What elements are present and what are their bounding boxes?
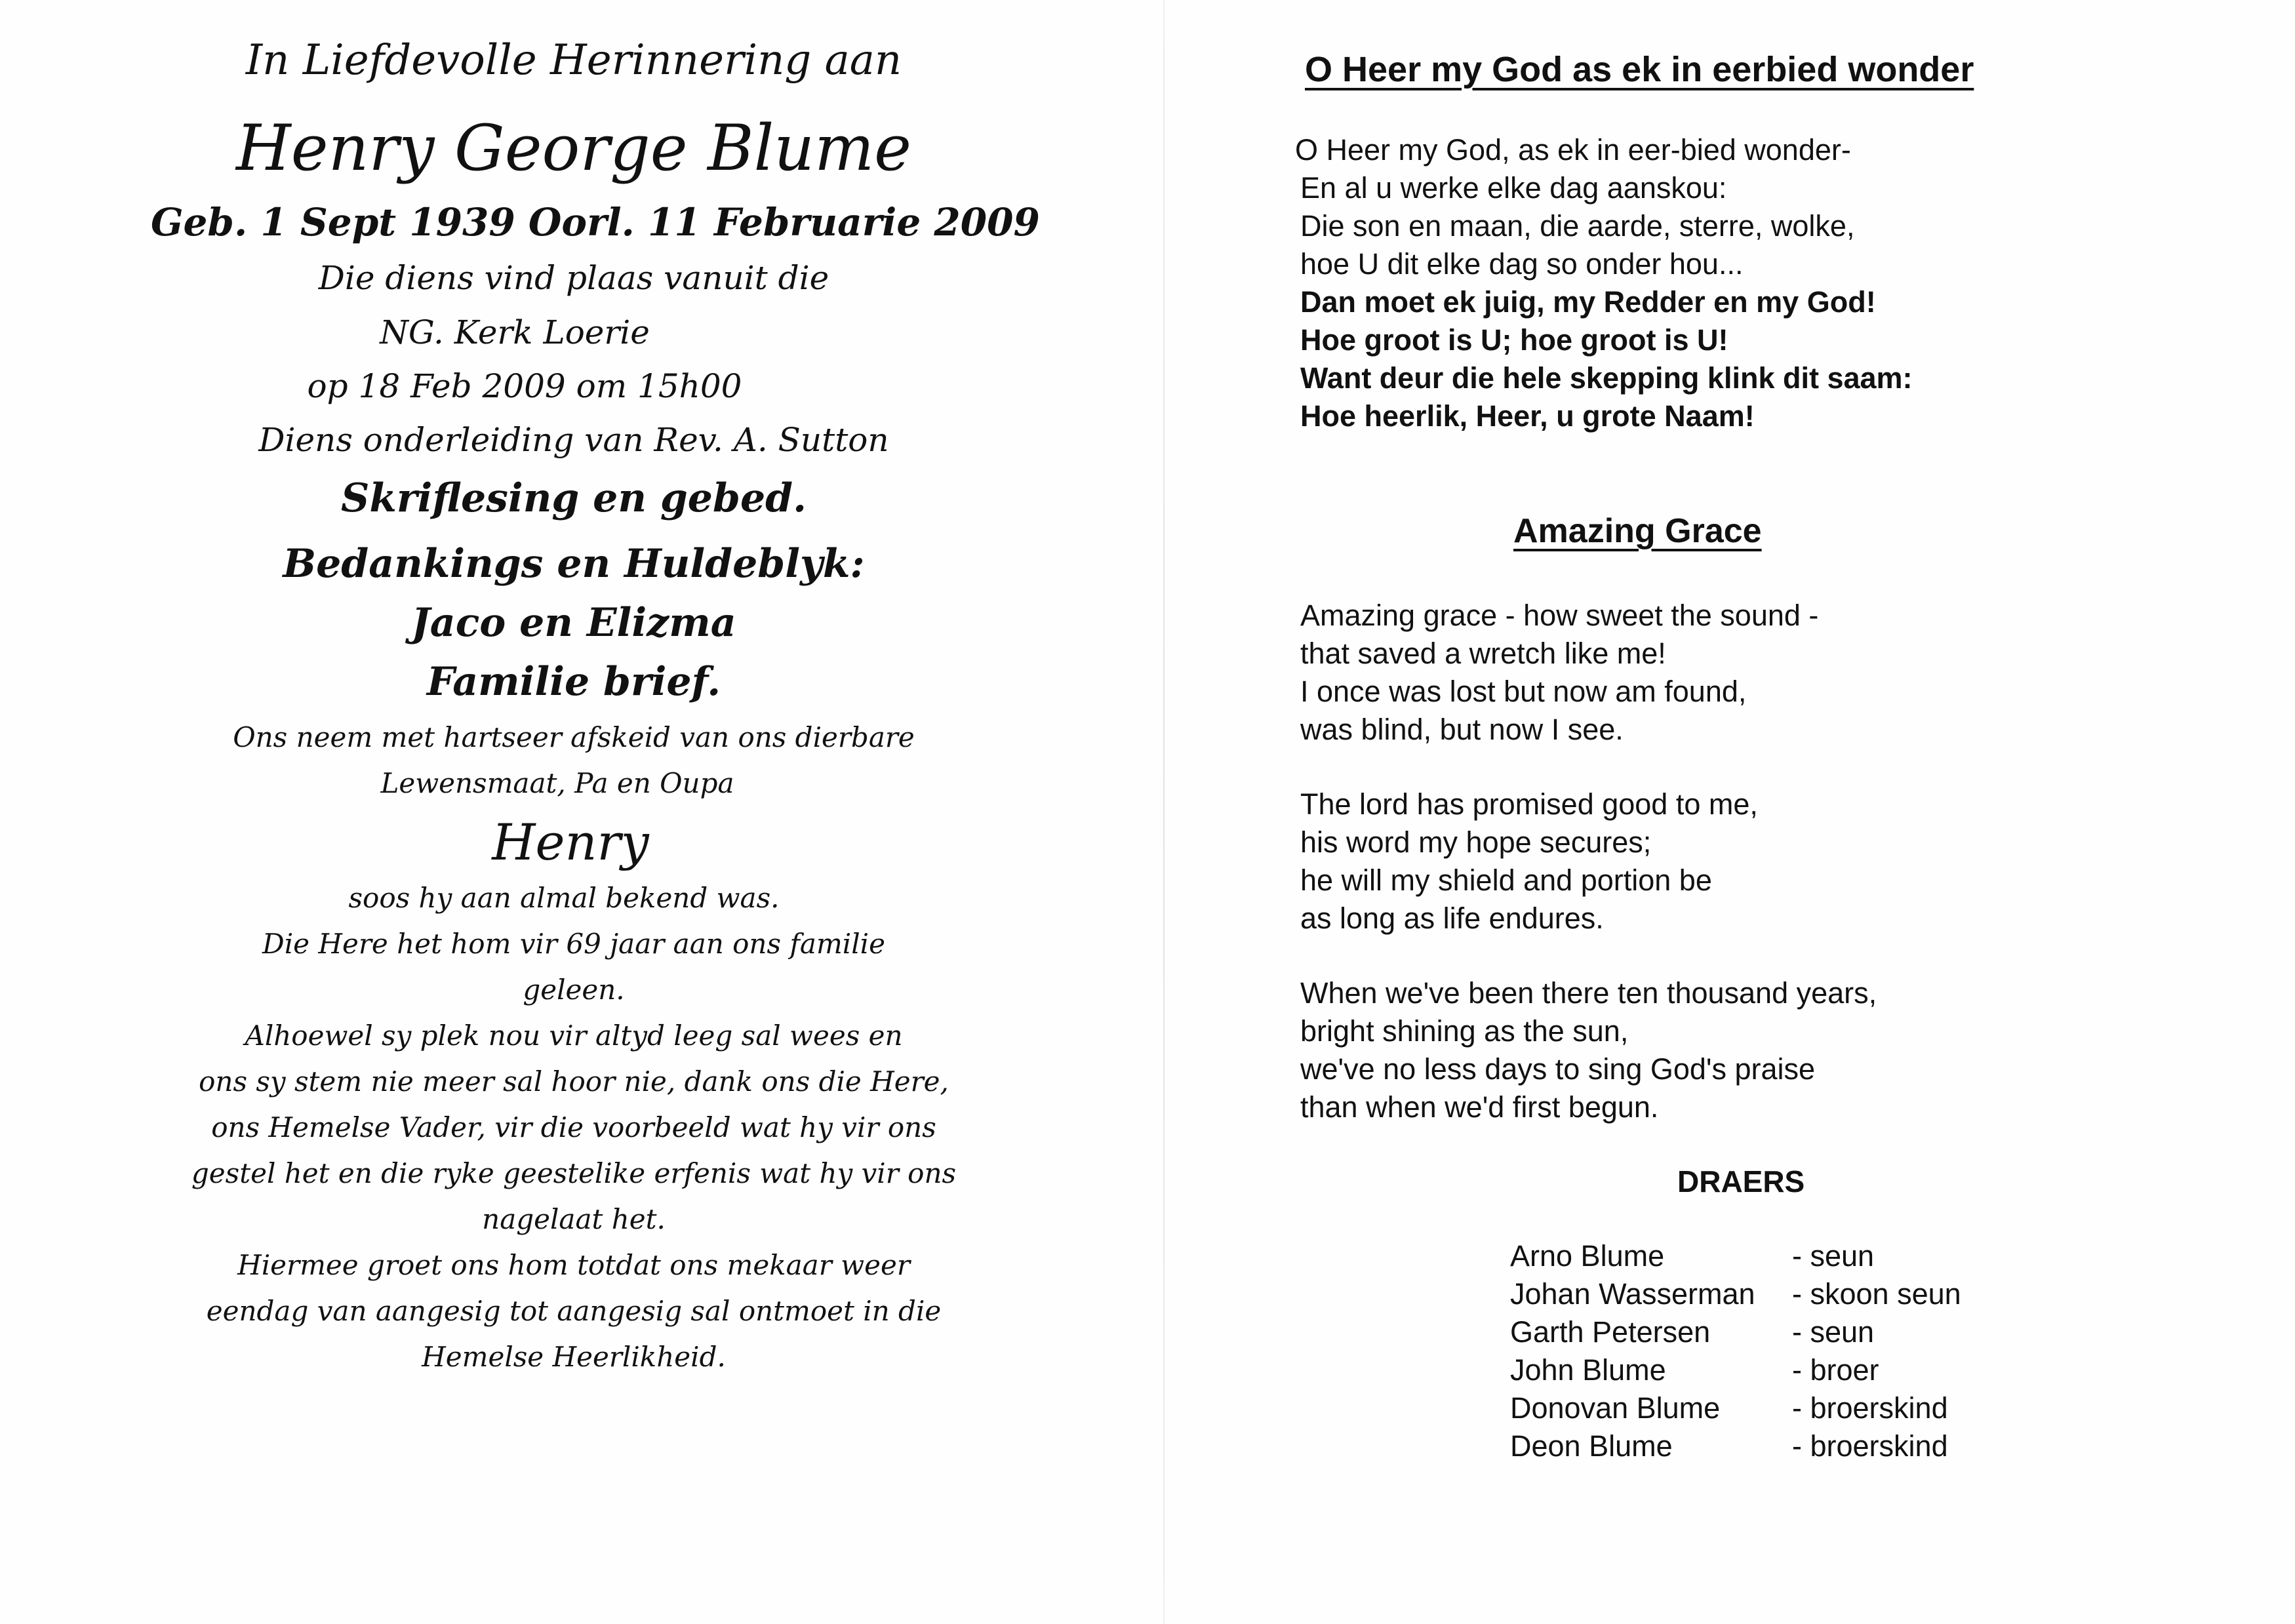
hymn2-line: When we've been there ten thousand years, [1300, 976, 1877, 1010]
page-fold-divider [1163, 0, 1165, 1624]
letter-line: gestel het en die ryke geestelike erfenis wat hy vir ons [191, 1157, 957, 1189]
hymn1-line: hoe U dit elke dag so onder hou... [1300, 247, 1744, 281]
hymn2-line: Amazing grace - how sweet the sound - [1300, 599, 1819, 632]
hymn2-line: as long as life endures. [1300, 901, 1604, 935]
hymn2-line: was blind, but now I see. [1300, 713, 1624, 746]
bearer-name: Garth Petersen [1510, 1315, 1711, 1349]
letter-line: Lewensmaat, Pa en Oupa [380, 767, 734, 799]
hymn2-line: that saved a wretch like me! [1300, 637, 1666, 670]
program-family-letter: Familie brief. [426, 659, 721, 705]
letter-line: geleen. [523, 974, 625, 1006]
hymn2-line: his word my hope secures; [1300, 825, 1652, 859]
hymn1-chorus-line: Hoe heerlik, Heer, u grote Naam! [1300, 399, 1755, 433]
service-church: NG. Kerk Loerie [380, 313, 650, 351]
bearer-name: Arno Blume [1510, 1239, 1665, 1273]
service-minister: Diens onderleiding van Rev. A. Sutton [258, 421, 889, 459]
bearer-relation: - broer [1792, 1353, 1879, 1387]
hymn2-line: I once was lost but now am found, [1300, 675, 1747, 708]
bearer-name: Donovan Blume [1510, 1391, 1721, 1425]
bearers-list [1510, 1239, 2035, 1475]
bearer-name: Johan Wasserman [1510, 1277, 1755, 1311]
letter-line: Ons neem met hartseer afskeid van ons dierbare [233, 721, 915, 753]
letter-line: soos hy aan almal bekend was. [348, 882, 780, 914]
letter-name-henry: Henry [492, 813, 649, 871]
hymn1-line: O Heer my God, as ek in eer-bied wonder- [1295, 133, 1851, 167]
hymn2-line: he will my shield and portion be [1300, 863, 1712, 897]
letter-line: Alhoewel sy plek nou vir altyd leeg sal wees en [245, 1020, 903, 1052]
letter-line: ons Hemelse Vader, vir die voorbeeld wat hy vir ons [211, 1111, 936, 1143]
program-tributes: Bedankings en Huldeblyk: [283, 541, 865, 587]
hymn2-line: The lord has promised good to me, [1300, 787, 1758, 821]
hymn1-title: O Heer my God as ek in eerbied wonder [1305, 50, 1974, 89]
letter-line: eendag van aangesig tot aangesig sal ontmoet in die [206, 1295, 942, 1327]
letter-line: nagelaat het. [482, 1203, 666, 1235]
hymn2-line: bright shining as the sun, [1300, 1014, 1629, 1048]
service-line-1: Die diens vind plaas vanuit die [318, 259, 829, 297]
life-dates: Geb. 1 Sept 1939 Oorl. 11 Februarie 2009 [151, 200, 1040, 245]
bearer-relation: - broerskind [1792, 1429, 1948, 1463]
bearers-title: DRAERS [1677, 1164, 1805, 1198]
letter-line: Hemelse Heerlikheid. [422, 1341, 726, 1373]
hymn1-chorus-line: Dan moet ek juig, my Redder en my God! [1300, 285, 1876, 319]
hymn1-line: Die son en maan, die aarde, sterre, wolke, [1300, 209, 1855, 243]
program-speakers: Jaco en Elizma [411, 600, 736, 646]
hymn2-line: we've no less days to sing God's praise [1300, 1052, 1816, 1086]
bearer-relation: - skoon seun [1792, 1277, 1961, 1311]
service-date-time: op 18 Feb 2009 om 15h00 [307, 367, 742, 405]
hymn1-chorus-line: Hoe groot is U; hoe groot is U! [1300, 323, 1728, 357]
bearer-relation: - seun [1792, 1315, 1875, 1349]
bearer-name: Deon Blume [1510, 1429, 1673, 1463]
letter-line: Hiermee groet ons hom totdat ons mekaar weer [237, 1249, 910, 1281]
hymn2-title: Amazing Grace [1513, 512, 1762, 550]
hymn1-chorus-line: Want deur die hele skepping klink dit saam: [1300, 361, 1913, 395]
bearer-relation: - broerskind [1792, 1391, 1948, 1425]
letter-line: Die Here het hom vir 69 jaar aan ons familie [262, 928, 885, 960]
bearer-relation: - seun [1792, 1239, 1875, 1273]
hymn2-line: than when we'd first begun. [1300, 1090, 1659, 1124]
letter-line: ons sy stem nie meer sal hoor nie, dank ons die Here, [199, 1065, 949, 1098]
deceased-name: Henry George Blume [236, 111, 911, 185]
memorial-heading: In Liefdevolle Herinnering aan [245, 36, 902, 85]
hymn1-line: En al u werke elke dag aanskou: [1300, 171, 1727, 205]
bearer-name: John Blume [1510, 1353, 1666, 1387]
program-scripture: Skriflesing en gebed. [341, 475, 807, 521]
